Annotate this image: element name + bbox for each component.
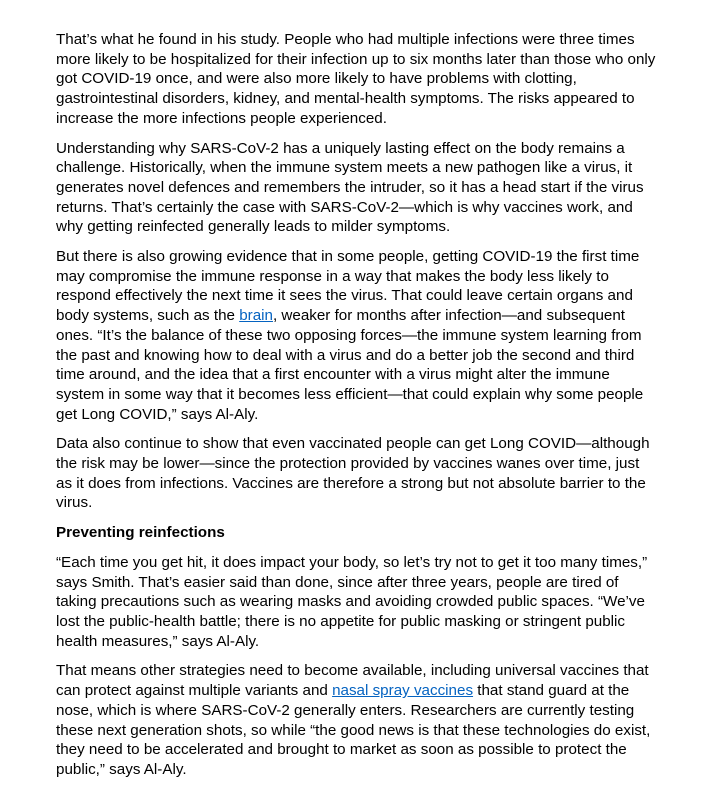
article-body [56,30,659,790]
paragraph-text-segment: that stand guard at the nose, which is where SARS-CoV-2 generally enters. Researchers are currently testing these next generation shots, so while “the good news is that these technologies do exist, they need to be accelerated and brought to market as soon as possible to protect the public,” says Al-Aly. [56,682,651,778]
nasal-spray-vaccines-link[interactable]: nasal spray vaccines [332,682,474,700]
paragraph-reinfection-advice: “Each time you get hit, it does impact your body, so let’s try not to get it too many times,” says Smith. That’s easier said than done, since after three years, people are tired of taking precautions such as wearing masks and avoiding crowded public spaces. “We’ve lost the public-health battle; there is no appetite for public masking or stringent public health measures,” says Al-Aly. [56,553,648,650]
paragraph-vaccinated-long-covid: Data also continue to show that even vaccinated people can get Long COVID—although the risk may be lower—since the protection provided by vaccines wanes over time, just as it does from infections. Vaccines are therefore a strong but not absolute barrier to the virus. [56,435,650,512]
paragraph-lasting-effect: Understanding why SARS-CoV-2 has a uniquely lasting effect on the body remains a challenge. Historically, when the immune system meets a new pathogen like a virus, it generates novel defences and remembers the intruder, so it has a head start if the virus returns. That’s certainly the case with SARS-CoV-2—which is why vaccines work, and why getting reinfected generally leads to milder symptoms. [56,139,644,236]
paragraph-other-strategies [56,661,659,779]
brain-link[interactable]: brain [239,307,273,325]
paragraph-text-segment: , weaker for months after infection—and subsequent ones. “It’s the balance of these two opposing forces—the immune system learning from the past and knowing how to deal with a virus and do a better job the second and third time around, and the idea that a first encounter with a virus might alter the immune system in some way that it becomes less efficient—that could explain why some people get Long COVID,” says Al-Aly. [56,307,644,423]
paragraph-text-segment: That means other strategies need to become available, including universal vaccines that can protect against multiple variants and [56,662,649,700]
paragraph-text-segment: But there is also growing evidence that in some people, getting COVID-19 the first time may compromise the immune response in a way that makes the body less likely to respond effectively the next time it sees the virus. That could leave certain organs and body systems, such as the [56,248,640,325]
paragraph-study-findings: That’s what he found in his study. People who had multiple infections were three times more likely to be hospitalized for their infection up to six months later than those who only got COVID-19 once, and were also more likely to have problems with clotting, gastrointestinal disorders, kidney, and mental-health symptoms. The risks appeared to increase the more infections people experienced. [56,31,656,127]
paragraph-immune-response [56,247,659,424]
section-heading: Preventing reinfections [56,524,225,542]
